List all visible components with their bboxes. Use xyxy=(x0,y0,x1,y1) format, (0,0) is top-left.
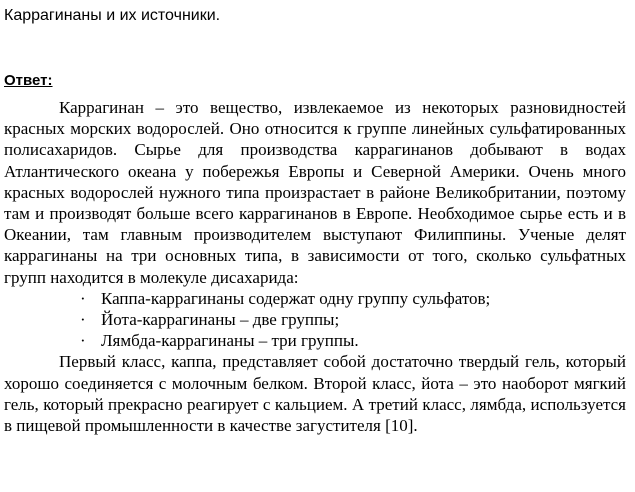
answer-label: Ответ: xyxy=(4,72,53,89)
bullet-icon: · xyxy=(80,288,86,308)
answer-body xyxy=(4,97,626,436)
list-item-text: Лямбда-каррагинаны – три группы. xyxy=(101,331,359,351)
list-item-text: Йота-каррагинаны – две группы; xyxy=(101,310,340,330)
bullet-icon: · xyxy=(80,310,86,330)
list-item-text: Каппа-каррагинаны содержат одну группу сульфатов; xyxy=(101,288,491,308)
list-item xyxy=(4,330,626,351)
bullet-icon: · xyxy=(80,331,86,351)
paragraph-intro: Каррагинан – это вещество, извлекаемое из некоторых разновидностей красных морских водорослей. Оно относится к группе линейных сульфатированных полисахаридов. Сырье для производства каррагинанов добывают в водах Атлантического океана у побережья Европы и Северной Америки. Очень много красных водорослей нужного типа произрастает в районе Великобритании, поэтому там и производят больше всего каррагинанов в Европе. Необходимое сырье есть и в Океании, там главным производителем выступают Филиппины. Ученые делят каррагинаны на три основных типа, в зависимости от того, сколько сульфатных групп находится в молекуле дисахарида: xyxy=(4,98,626,287)
list-item xyxy=(4,288,626,309)
list-item xyxy=(4,309,626,330)
document-heading: Каррагинаны и их источники. xyxy=(4,7,221,24)
paragraph-classes: Первый класс, каппа, представляет собой достаточно твердый гель, который хорошо соединяется с молочным белком. Второй класс, йота – это наоборот мягкий гель, который прекрасно реагирует с кальцием. А третий класс, лямбда, используется в пищевой промышленности в качестве загустителя [10]. xyxy=(4,352,626,436)
carrageenan-types-list xyxy=(4,288,626,352)
